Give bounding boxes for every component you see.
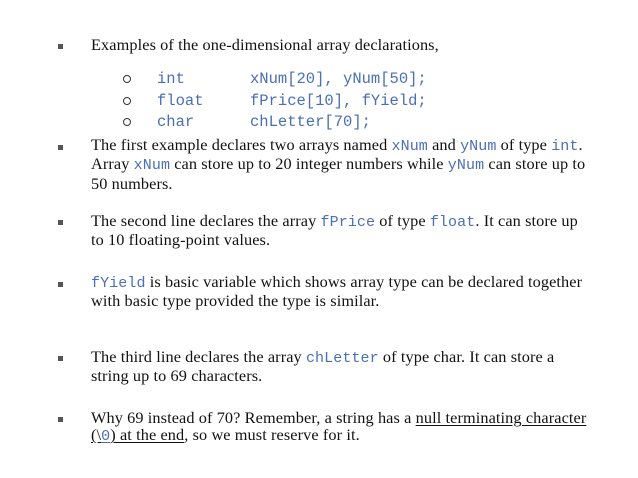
paragraph-fyield	[91, 273, 591, 310]
text: can store up to 50 numbers.	[91, 154, 586, 193]
text: can store up to 20 integer numbers while	[170, 154, 448, 174]
code-term: float	[429, 214, 476, 231]
underlined-text: null terminating character (\	[91, 408, 587, 445]
text: The first example declares two arrays named	[91, 135, 392, 154]
code-term: fPrice	[320, 214, 376, 231]
circle-bullet-icon	[123, 118, 131, 126]
bullet-marker	[58, 44, 63, 49]
text: The third line declares the array	[91, 347, 306, 366]
text: of type char. It can store a string up to 69 characters.	[91, 347, 555, 386]
text: , so we must reserve for it.	[184, 425, 360, 445]
intro-text: Examples of the one-dimensional array declarations,	[91, 35, 439, 54]
circle-bullet-icon	[123, 97, 131, 105]
declaration-type: float	[157, 92, 204, 110]
bullet-marker	[58, 220, 63, 225]
text: . It can store up to 10 floating-point values.	[91, 211, 578, 250]
bullet-marker	[58, 145, 63, 150]
declaration-type: char	[157, 113, 195, 131]
code-term: yNum	[460, 138, 497, 155]
paragraph-second-line	[91, 212, 591, 249]
code-term: 0	[101, 428, 111, 446]
underlined-text: ) at the end	[110, 425, 185, 445]
bullet-marker	[58, 356, 63, 361]
circle-bullet-icon	[123, 75, 131, 83]
paragraph-why-69	[91, 409, 591, 446]
text: . Array	[91, 135, 583, 174]
paragraph-first-example	[91, 136, 591, 192]
code-term: xNum	[133, 157, 171, 175]
text: of type	[375, 211, 430, 230]
declaration-names: chLetter[70];	[250, 113, 371, 131]
text: of type	[496, 135, 552, 154]
text: is basic variable which shows array type can be declared together with basic type provided the type is similar.	[91, 272, 583, 311]
code-term: chLetter	[305, 350, 379, 367]
declaration-names: fPrice[10], fYield;	[250, 92, 427, 110]
declaration-type: int	[157, 70, 185, 88]
text: The second line declares the array	[91, 211, 321, 230]
text: Why 69 instead of 70? Remember, a string has a	[91, 408, 416, 427]
code-term: int	[551, 138, 579, 155]
code-term: yNum	[447, 157, 485, 175]
declaration-names: xNum[20], yNum[50];	[250, 70, 427, 88]
text: and	[427, 135, 461, 154]
code-term: fYield	[91, 275, 146, 292]
bullet-marker	[58, 417, 63, 422]
code-term: xNum	[391, 138, 428, 155]
paragraph-third-line	[91, 348, 591, 385]
bullet-marker	[58, 282, 63, 287]
